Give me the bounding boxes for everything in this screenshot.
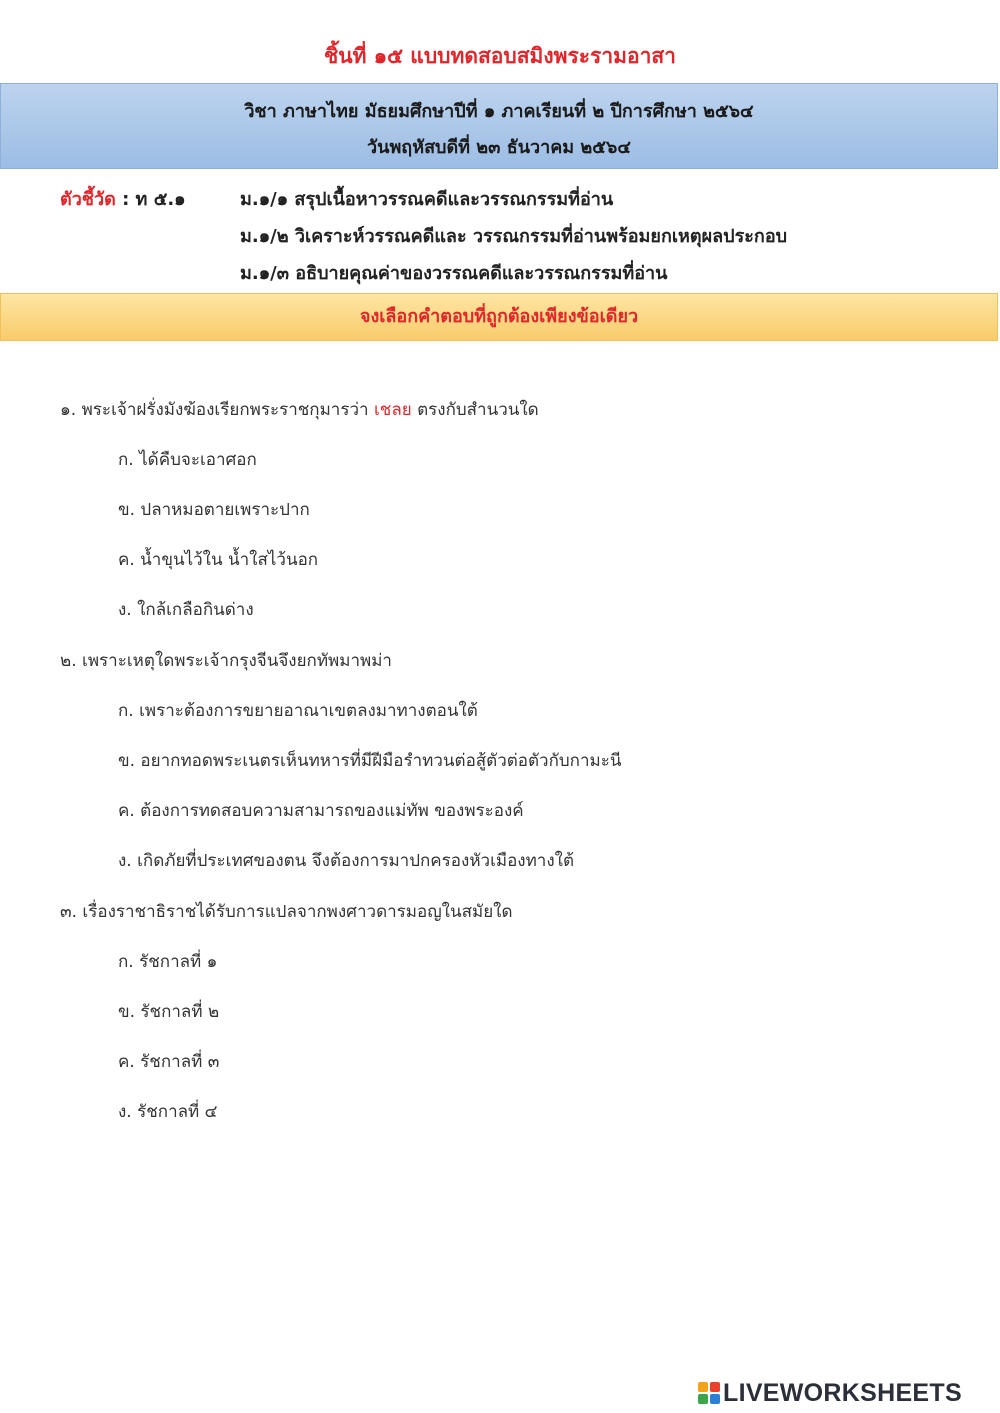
- q3-option-b[interactable]: ข. รัชกาลที่ ๒: [118, 1002, 220, 1022]
- question-1-prefix: ๑. พระเจ้าฝรั่งมังฆ้องเรียกพระราชกุมารว่า: [60, 400, 369, 420]
- date-line: วันพฤหัสบดีที่ ๒๓ ธันวาคม ๒๕๖๔: [367, 137, 631, 158]
- q1-option-b[interactable]: ข. ปลาหมอตายเพราะปาก: [118, 500, 310, 520]
- worksheet-title: ชิ้นที่ ๑๕ แบบทดสอบสมิงพระรามอาสา: [324, 44, 676, 68]
- q2-option-b[interactable]: ข. อยากทอดพระเนตรเห็นทหารที่มีฝีมือรำทวนต่อสู้ตัวต่อตัวกับกามะนี: [118, 751, 622, 771]
- subject-header: [0, 83, 998, 169]
- question-1-highlight: เชลย: [373, 400, 412, 420]
- liveworksheets-logo: [698, 1378, 962, 1408]
- q2-option-c[interactable]: ค. ต้องการทดสอบความสามารถของแม่ทัพ ของพระองค์: [118, 801, 524, 821]
- indicator-label: [60, 184, 186, 213]
- question-3: ๓. เรื่องราชาธิราชได้รับการแปลจากพงศาวดารมอญในสมัยใด: [60, 902, 513, 922]
- question-1: [60, 396, 539, 423]
- q3-option-a[interactable]: ก. รัชกาลที่ ๑: [118, 952, 218, 972]
- indicator-code: : ท ๕.๑: [122, 189, 186, 210]
- indicator-item-2: ม.๑/๒ วิเคราะห์วรรณคดีและ วรรณกรรมที่อ่านพร้อมยกเหตุผลประกอบ: [240, 226, 788, 247]
- indicator-item-1: ม.๑/๑ สรุปเนื้อหาวรรณคดีและวรรณกรรมที่อ่าน: [240, 189, 614, 210]
- indicator-item-3: ม.๑/๓ อธิบายคุณค่าของวรรณคดีและวรรณกรรมที่อ่าน: [240, 263, 668, 284]
- liveworksheets-logo-text: LIVEWORKSHEETS: [723, 1378, 962, 1407]
- q3-option-c[interactable]: ค. รัชกาลที่ ๓: [118, 1052, 220, 1072]
- question-2: ๒. เพราะเหตุใดพระเจ้ากรุงจีนจึงยกทัพมาพม่า: [60, 651, 392, 671]
- q1-option-c[interactable]: ค. น้ำขุนไว้ใน น้ำใสไว้นอก: [118, 550, 319, 570]
- q2-option-d[interactable]: ง. เกิดภัยที่ประเทศของตน จึงต้องการมาปกครองหัวเมืองทางใต้: [118, 851, 574, 871]
- liveworksheets-logo-icon: [698, 1382, 720, 1404]
- q3-option-d[interactable]: ง. รัชกาลที่ ๔: [118, 1102, 218, 1122]
- subject-line: วิชา ภาษาไทย มัธยมศึกษาปีที่ ๑ ภาคเรียนที่ ๒ ปีการศึกษา ๒๕๖๔: [244, 101, 754, 122]
- q1-option-a[interactable]: ก. ได้คืบจะเอาศอก: [118, 450, 257, 470]
- indicator-label-text: ตัวชี้วัด: [60, 189, 116, 210]
- q1-option-d[interactable]: ง. ใกล้เกลือกินด่าง: [118, 600, 254, 620]
- question-1-suffix: ตรงกับสำนวนใด: [417, 400, 539, 420]
- q2-option-a[interactable]: ก. เพราะต้องการขยายอาณาเขตลงมาทางตอนใต้: [118, 701, 478, 721]
- instruction-banner: จงเลือกคำตอบที่ถูกต้องเพียงข้อเดียว: [0, 293, 998, 341]
